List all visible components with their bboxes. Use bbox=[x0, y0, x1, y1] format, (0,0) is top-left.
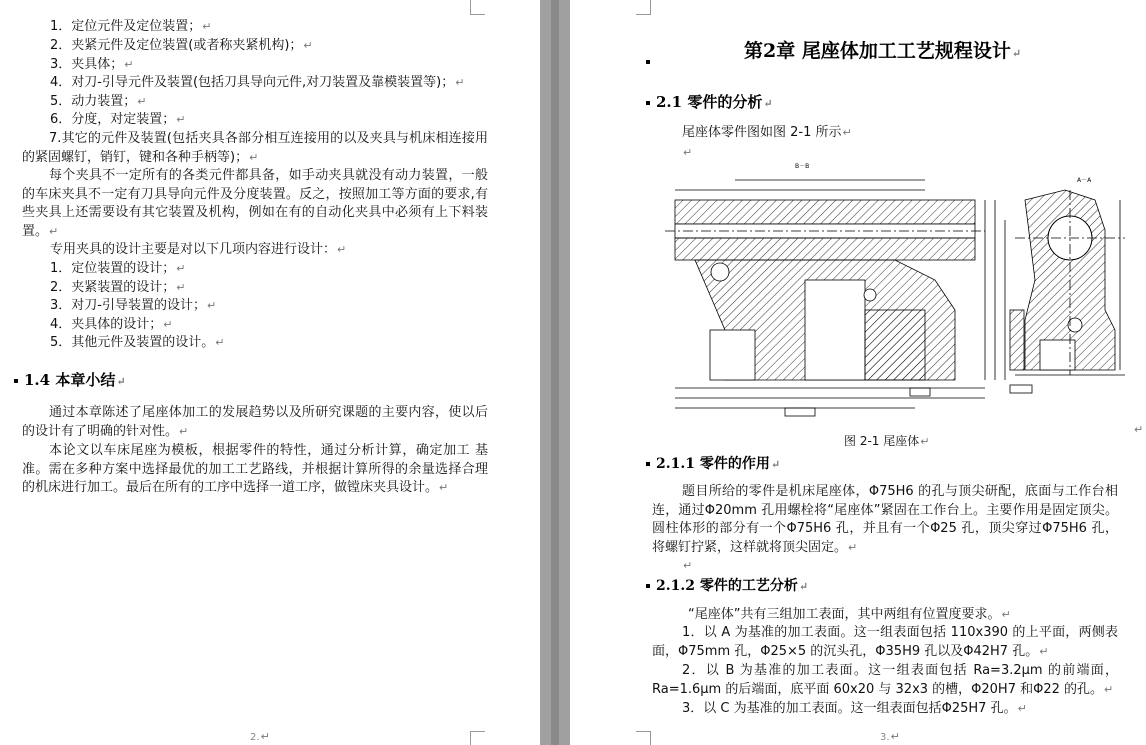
page-number: 3.↵ bbox=[880, 730, 900, 743]
paragraph: 每个夹具不一定所有的各类元件都具备，如手动夹具就没有动力装置，一般的车床夹具不一定有刀具导向元件及分度装置。反之，按照加工等方面的要求,有些夹具上还需要设有其它装置及机构，例如在有的自动化夹具中必须有上下料装置。↵ bbox=[22, 168, 488, 239]
paragraph: “尾座体”共有三组加工表面，其中两组有位置度要求。↵ bbox=[688, 607, 1011, 622]
margin-corner-mark bbox=[470, 731, 485, 745]
paragraph-mark: ↵ bbox=[1134, 423, 1144, 436]
paragraph: 专用夹具的设计主要是对以下几项内容进行设计：↵ bbox=[50, 242, 347, 257]
gutter-bar bbox=[551, 0, 559, 745]
list-item: 1．定位元件及定位装置；↵ bbox=[50, 19, 212, 34]
list-item-7: 7.其它的元件及装置(包括夹具各部分相互连接用的以及夹具与机床相连接用的紧固螺钉，销钉，键和各种手柄等)；↵ bbox=[22, 131, 488, 165]
section-heading: 2.1.1 零件的作用↵ bbox=[646, 453, 780, 473]
section-heading: 1.4 本章小结↵ bbox=[14, 369, 126, 390]
list-item: 5．其他元件及装置的设计。↵ bbox=[50, 335, 225, 350]
heading-bullet-icon bbox=[646, 584, 650, 588]
right-page bbox=[570, 0, 1146, 745]
list-item: 5．动力装置；↵ bbox=[50, 94, 147, 109]
paragraph: 2．以 B 为基准的加工表面。这一组表面包括 Ra=3.2μm 的前端面，Ra=1.6μm 的后端面，底平面 60x20 与 32x3 的槽，Φ20H7 和Φ22 的孔。↵ bbox=[652, 663, 1118, 697]
heading-bullet-icon bbox=[646, 462, 650, 466]
list-item: 4．对刀-引导元件及装置(包括刀具导向元件,对刀装置及靠模装置等)；↵ bbox=[50, 75, 465, 90]
paragraph-mark: ↵ bbox=[683, 559, 693, 572]
paragraph: 本论文以车床尾座为模板，根据零件的特性，通过分析计算，确定加工 基准。需在多种方案中选择最优的加工工艺路线，并根据计算所得的余量选择合理的机床进行加工。最后在所有的工序中选择一道工序，做镗床夹具设计。↵ bbox=[22, 443, 488, 495]
paragraph-mark: ↵ bbox=[683, 146, 693, 159]
page-number: 2.↵ bbox=[250, 730, 270, 743]
section-heading: 2.1 零件的分析↵ bbox=[646, 91, 773, 112]
tailstock-drawing-icon bbox=[655, 160, 1127, 422]
margin-corner-mark bbox=[636, 731, 651, 745]
chapter-title: 第2章 尾座体加工工艺规程设计↵ bbox=[744, 40, 1022, 62]
page-gutter bbox=[540, 0, 570, 745]
list-item: 4．夹具体的设计；↵ bbox=[50, 317, 173, 332]
margin-corner-mark bbox=[470, 0, 485, 15]
figure-caption: 图 2-1 尾座体↵ bbox=[844, 434, 930, 448]
list-item: 3．对刀-引导装置的设计；↵ bbox=[50, 298, 217, 313]
paragraph-bullet-icon bbox=[646, 60, 650, 64]
svg-text:B－B: B－B bbox=[795, 163, 810, 170]
paragraph: 题目所给的零件是机床尾座体，Φ75H6 的孔与顶尖研配，底面与工作台相连，通过Φ20mm 孔用螺栓将“尾座体”紧固在工作台上。主要作用是固定顶尖。圆柱体形的部分有一个Φ75H6 孔，并且有一个Φ25 孔，顶尖穿过Φ75H6 孔，将螺钉拧紧，这样就将顶尖固定。↵ bbox=[652, 484, 1118, 555]
heading-bullet-icon bbox=[14, 379, 18, 383]
list-item: 1．定位装置的设计；↵ bbox=[50, 261, 186, 276]
paragraph: 尾座体零件图如图 2-1 所示↵ bbox=[682, 125, 852, 140]
list-item: 6．分度，对定装置；↵ bbox=[50, 112, 186, 127]
svg-text:A－A: A－A bbox=[1077, 177, 1092, 184]
list-item: 3．夹具体；↵ bbox=[50, 57, 134, 72]
left-page bbox=[0, 0, 540, 745]
part-drawing bbox=[655, 160, 1127, 422]
heading-bullet-icon bbox=[646, 101, 650, 105]
list-item: 2．夹紧装置的设计；↵ bbox=[50, 280, 186, 295]
paragraph: 1．以 A 为基准的加工表面。这一组表面包括 110x390 的上平面，两侧表面，Φ75mm 孔，Φ25×5 的沉头孔，Φ35H9 孔以及Φ42H7 孔。↵ bbox=[652, 625, 1118, 659]
list-item: 2．夹紧元件及定位装置(或者称夹紧机构)；↵ bbox=[50, 38, 313, 53]
paragraph: 通过本章陈述了尾座体加工的发展趋势以及所研究课题的主要内容，使以后的设计有了明确的针对性。↵ bbox=[22, 405, 488, 439]
paragraph: 3．以 C 为基准的加工表面。这一组表面包括Φ25H7 孔。↵ bbox=[682, 701, 1027, 716]
section-heading: 2.1.2 零件的工艺分析↵ bbox=[646, 575, 808, 595]
margin-corner-mark bbox=[636, 0, 651, 15]
